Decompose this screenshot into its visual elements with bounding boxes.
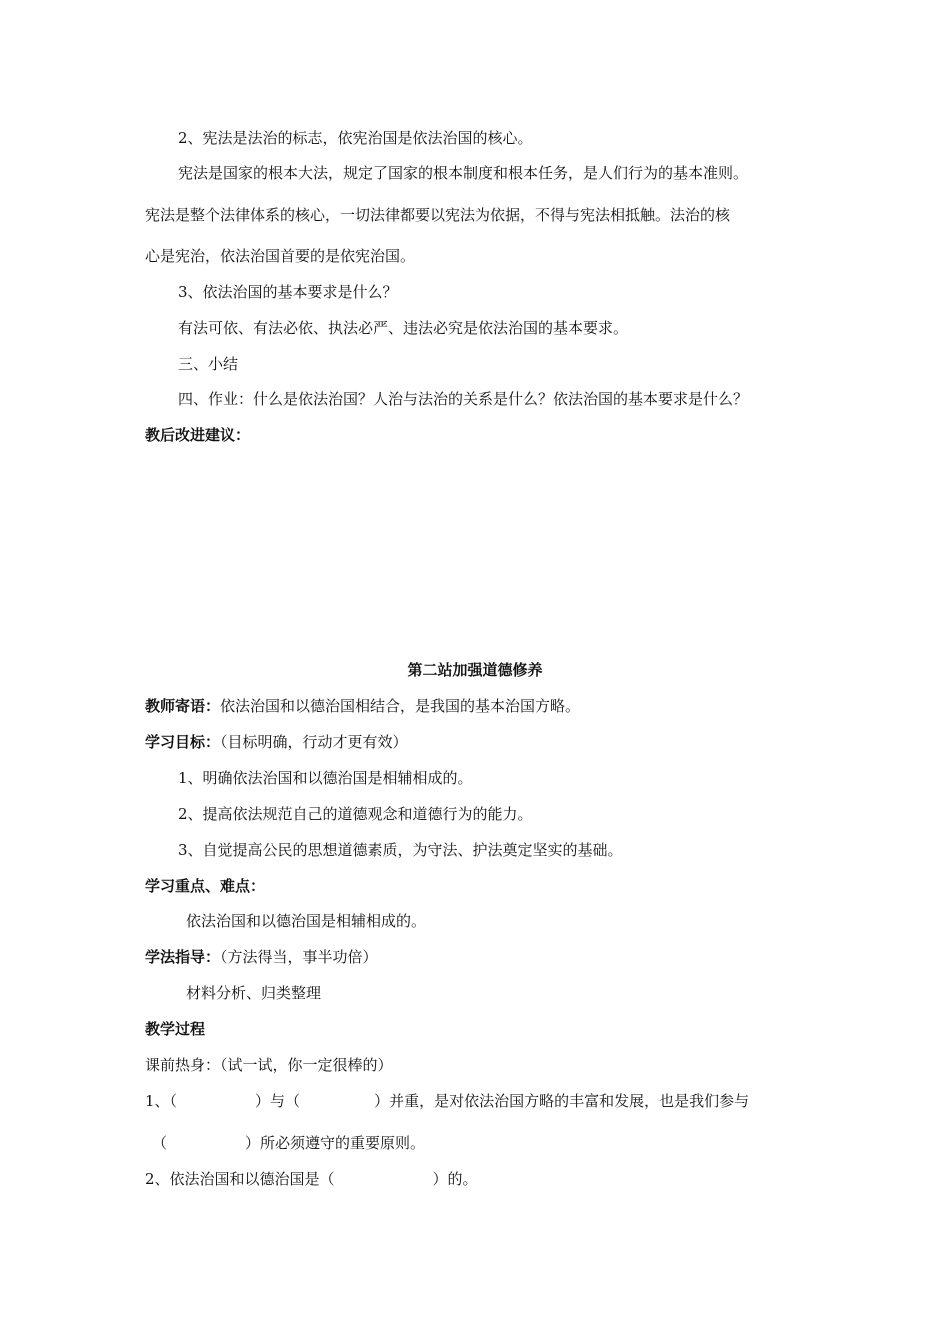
q1-part: ）所必须遵守的重要原则。 (245, 1134, 426, 1152)
paragraph: 2、宪法是法治的标志，依宪治国是依法治国的核心。 (178, 129, 533, 147)
teacher-message (145, 696, 580, 716)
q1-part: ）并重，是对依法治国方略的丰富和发展，也是我们参与 (374, 1092, 750, 1110)
paragraph: 心是宪治，依法治国首要的是依宪治国。 (145, 247, 416, 265)
paragraph: 3、依法治国的基本要求是什么？ (178, 283, 398, 301)
section-title: 第二站加强道德修养 (407, 661, 543, 679)
paragraph: 宪法是整个法律体系的核心，一切法律都要以宪法为依据，不得与宪法相抵触。法治的核 (145, 206, 731, 224)
teaching-process-heading: 教学过程 (145, 1020, 206, 1038)
study-method-text: （方法得当，事半功倍） (220, 948, 378, 966)
study-method-detail: 材料分析、归类整理 (186, 984, 322, 1002)
teacher-message-label: 教师寄语： (145, 697, 221, 715)
paragraph: 四、作业：什么是依法治国？人治与法治的关系是什么？依法治国的基本要求是什么？ (178, 390, 749, 408)
learning-goals (145, 732, 408, 752)
goal-item: 1、明确依法治国和以德治国是相辅相成的。 (178, 769, 473, 787)
warmup-line: 课前热身：（试一试，你一定很棒的） (145, 1056, 393, 1074)
q2-part: ）的。 (432, 1170, 478, 1188)
key-points-text: 依法治国和以德治国是相辅相成的。 (186, 912, 427, 930)
study-method (145, 947, 378, 967)
teacher-message-text: 依法治国和以德治国相结合，是我国的基本治国方略。 (220, 697, 581, 715)
goal-item: 3、自觉提高公民的思想道德素质，为守法、护法奠定坚实的基础。 (178, 841, 623, 859)
q1-part: ）与（ (255, 1092, 301, 1110)
paragraph: 三、小结 (178, 355, 239, 373)
paragraph: 宪法是国家的根本大法，规定了国家的根本制度和根本任务，是人们行为的基本准则。 (178, 164, 749, 182)
learning-goals-label: 学习目标： (145, 733, 221, 751)
paragraph: 有法可依、有法必依、执法必严、违法必究是依法治国的基本要求。 (178, 319, 629, 337)
q1-part: （ (152, 1134, 168, 1152)
study-method-label: 学法指导： (145, 948, 221, 966)
q1-part: 1、（ (145, 1092, 178, 1110)
goal-item: 2、提高依法规范自己的道德观念和道德行为的能力。 (178, 805, 533, 823)
question-1-cont (152, 1133, 425, 1153)
question-1 (145, 1091, 749, 1111)
key-points-heading: 学习重点、难点： (145, 877, 266, 895)
q2-part: 2、依法治国和以德治国是（ (145, 1170, 335, 1188)
improvement-heading: 教后改进建议： (145, 426, 251, 444)
learning-goals-text: （目标明确，行动才更有效） (220, 733, 408, 751)
question-2 (145, 1169, 478, 1189)
